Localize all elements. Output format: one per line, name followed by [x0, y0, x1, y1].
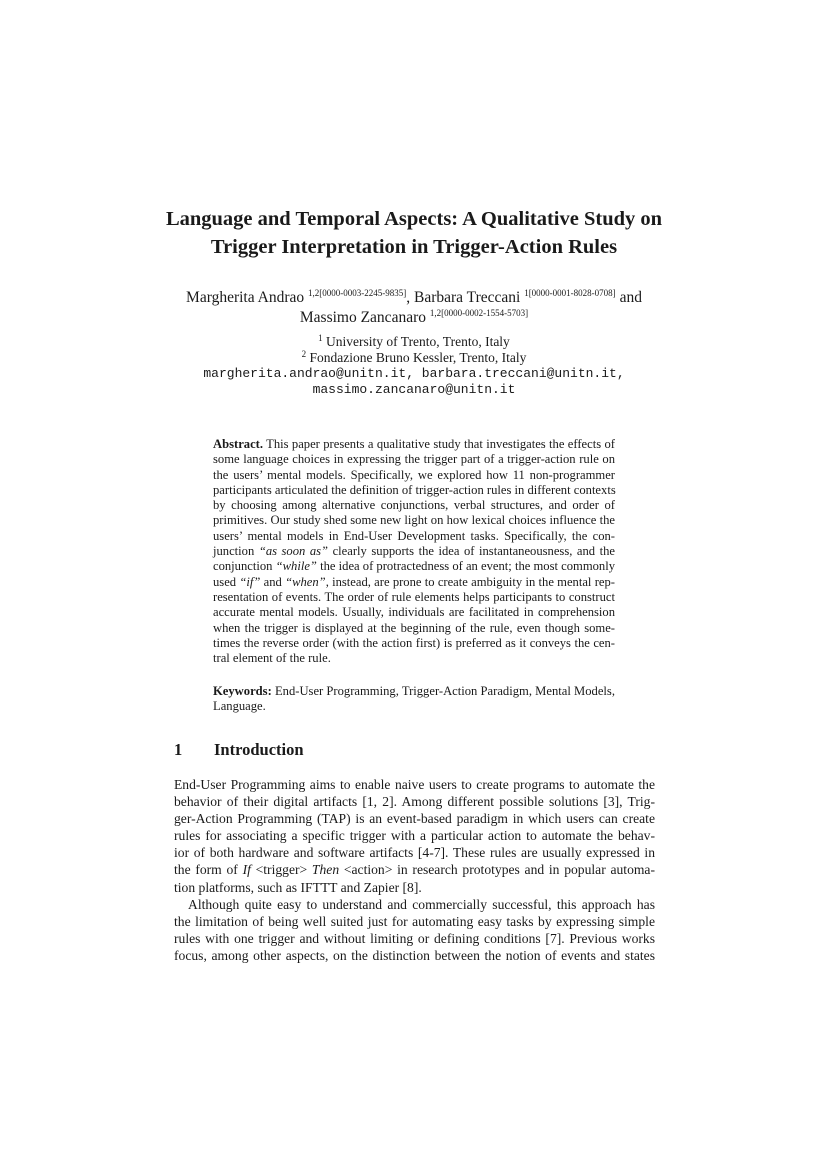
abstract-line: the users’ mental models. Specifically, we explored how 11 non-programmer [213, 467, 615, 482]
author-name: Massimo Zancanaro [299, 309, 426, 326]
abstract-line: accurate mental models. Usually, individuals are facilitated in comprehension [213, 605, 615, 620]
keywords-line: Language. [213, 699, 266, 714]
author-conjunction: and [619, 289, 642, 306]
body-line: End-User Programming aims to enable naive users to create programs to automate the [174, 777, 655, 792]
body-line: the limitation of being well suited just for automating easy tasks by expressing simple [174, 913, 655, 929]
author-orcid: 1,2[0000-0003-2245-9835] [308, 288, 407, 298]
section-heading [174, 740, 304, 760]
abstract-line: when the trigger is displayed at the beginning of the rule, even though some- [213, 620, 615, 635]
quoted-term: “if” [239, 574, 261, 589]
author-name: Margherita Andrao [186, 289, 305, 306]
author-list [100, 288, 728, 328]
abstract-line: junction “as soon as” clearly supports the idea of instantaneousness, and the [213, 544, 615, 559]
email-line-2: massimo.zancanaro@unitn.it [312, 382, 516, 397]
body-line: rules for associating a specific trigger with a particular action to automate the behav- [174, 828, 655, 844]
quoted-term: “when” [285, 574, 326, 589]
abstract-label: Abstract. [213, 437, 264, 451]
abstract-line: primitives. Our study shed some new light on how lexical choices influence the [213, 513, 615, 528]
keywords-line: Keywords: End-User Programming, Trigger-Action Paradigm, Mental Models, [213, 684, 615, 698]
abstract-line: users’ mental models in End-User Development tasks. Specifically, the con- [213, 528, 615, 543]
body-line: behavior of their digital artifacts [1, 2]. Among different possible solutions [3], Trig- [174, 794, 655, 810]
quoted-term: “as soon as” [258, 544, 329, 559]
abstract-line: resentation of events. The order of rule elements helps participants to construct [213, 589, 615, 604]
author-orcid: 1[0000-0001-8028-0708] [524, 288, 616, 298]
body-line: Although quite easy to understand and commercially successful, this approach has [188, 896, 655, 912]
paragraph [174, 776, 655, 896]
email-line-1: margherita.andrao@unitn.it, barbara.treccani@unitn.it, [203, 366, 625, 381]
body-line: rules with one trigger and without limiting or defining conditions [7]. Previous works [174, 930, 655, 946]
author-orcid: 1,2[0000-0002-1554-5703] [429, 308, 529, 318]
abstract-line: used “if” and “when”, instead, are prone to create ambiguity in the mental rep- [213, 574, 615, 589]
paper-title [100, 205, 728, 261]
abstract-line: by choosing among alternative conjunctions, verbal structures, and order of [213, 498, 615, 513]
quoted-term: “while” [275, 559, 317, 574]
affiliations [100, 334, 728, 398]
title-line-1: Language and Temporal Aspects: A Qualitative Study on [165, 208, 663, 230]
author-name: Barbara Treccani [414, 289, 521, 306]
affiliation-1: $^1$ University of Trento, Trento, Italy [318, 333, 510, 349]
keywords [213, 684, 615, 715]
authors-line-1: Margherita Andrao $^{1,2[0000-0003-2245-9835]}$, Barbara Treccani $^{1[0000-0001-8028-0708]}$ and [186, 288, 642, 306]
body-text [174, 776, 655, 964]
abstract-line: participants articulated the definition of trigger-action rules in different contexts [213, 482, 616, 497]
body-line: tion platforms, such as IFTTT and Zapier [8]. [174, 879, 422, 895]
section-title: Introduction [214, 740, 304, 759]
affiliation-2: $^2$ Fondazione Bruno Kessler, Trento, Italy [301, 349, 527, 365]
abstract-line: tral element of the rule. [213, 651, 331, 666]
title-line-2: Trigger Interpretation in Trigger-Action Rules [210, 236, 618, 258]
body-line: the form of If <trigger> Then <action> in research prototypes and in popular automa- [174, 862, 655, 878]
authors-line-2 [100, 308, 728, 328]
keywords-label: Keywords: [213, 684, 272, 698]
body-line: ger-Action Programming (TAP) is an event-based paradigm in which users can create [174, 811, 655, 827]
body-line: focus, among other aspects, on the distinction between the notion of events and states [174, 947, 655, 963]
abstract-line: conjunction “while” the idea of protractedness of an event; the most commonly [213, 559, 616, 574]
abstract-line: times the reverse order (with the action first) is preferred as it conveys the cen- [213, 635, 615, 650]
paragraph [174, 896, 655, 964]
abstract-line: Abstract. This paper presents a qualitative study that investigates the effects of [213, 437, 615, 451]
body-line: ior of both hardware and software artifacts [4-7]. These rules are usually expressed in [174, 845, 655, 861]
abstract-line: some language choices in expressing the trigger part of a trigger-action rule on [213, 452, 615, 467]
section-number: 1 [174, 740, 183, 759]
abstract [213, 437, 615, 666]
